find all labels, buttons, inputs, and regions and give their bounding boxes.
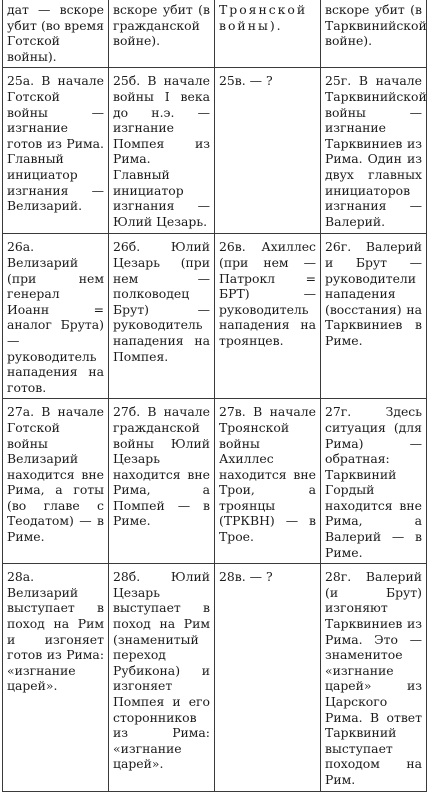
- table-cell: 25б. В начале войны I века до н.э. — изгнание Помпея из Рима. Главный инициатор изгнания — Юлий Цезарь.: [109, 68, 215, 234]
- table-row: [3, 564, 427, 791]
- comparison-table: [2, 0, 427, 792]
- table-cell: 28г. Валерий (и Брут) изгоняют Тарквиниев из Рима. Это — знаменитое «изгнание царей» из Царского Рима. В ответ Тарквиний выступает походом на Рим.: [321, 564, 427, 791]
- table-cell: 26в. Ахиллес (при нем — Патрокл = БРТ) — руководитель нападения на троянцев.: [215, 234, 321, 399]
- table-row: [3, 68, 427, 234]
- table-cell: 27в. В начале Троянской войны Ахиллес находится вне Трои, а троянцы (ТРКВН) — в Трое.: [215, 399, 321, 564]
- table-cell: 28б. Юлий Цезарь выступает в поход на Рим (знаменитый переход Рубикона) и изгоняет Помпея и его сторонников из Рима: «изгнание царей».: [109, 564, 215, 791]
- table-cell: вскоре убит (в гражданской войне).: [109, 0, 215, 68]
- table-row: [3, 399, 427, 564]
- table-row: [3, 0, 427, 68]
- table-cell: вскоре убит (в Тарквинийской войне).: [321, 0, 427, 68]
- table-cell: 26б. Юлий Цезарь (при нем — полководец Брут) — руководитель нападения на Помпея.: [109, 234, 215, 399]
- table-cell: Троянской войны).: [215, 0, 321, 68]
- table-cell: 28в. — ?: [215, 564, 321, 791]
- table-cell: дат — вскоре убит (во время Готской войны).: [3, 0, 109, 68]
- table-cell: 25г. В начале Тарквинийской войны — изгнание Тарквиниев из Рима. Один из двух главных инициаторов изгнания — Валерий.: [321, 68, 427, 234]
- table-row: [3, 234, 427, 399]
- table-cell: 27г. Здесь ситуация (для Рима) — обратная: Тарквиний Гордый находится вне Рима, а Валерий — в Риме.: [321, 399, 427, 564]
- table-cell: 26г. Валерий и Брут — руководители нападения (восстания) на Тарквиниев в Риме.: [321, 234, 427, 399]
- table-cell: 25в. — ?: [215, 68, 321, 234]
- table-cell: 25а. В начале Готской войны — изгнание готов из Рима. Главный инициатор изгнания — Велизарий.: [3, 68, 109, 234]
- table-cell: 27а. В начале Готской войны Велизарий находится вне Рима, а готы (во главе с Теодатом) — в Риме.: [3, 399, 109, 564]
- table-cell: 27б. В начале гражданской войны Юлий Цезарь находится вне Рима, а Помпей — в Риме.: [109, 399, 215, 564]
- table-cell: 28а. Велизарий выступает в поход на Рим и изгоняет готов из Рима: «изгнание царей».: [3, 564, 109, 791]
- table-cell: 26а. Велизарий (при нем генерал Иоанн = аналог Брута) — руководитель нападения на готов.: [3, 234, 109, 399]
